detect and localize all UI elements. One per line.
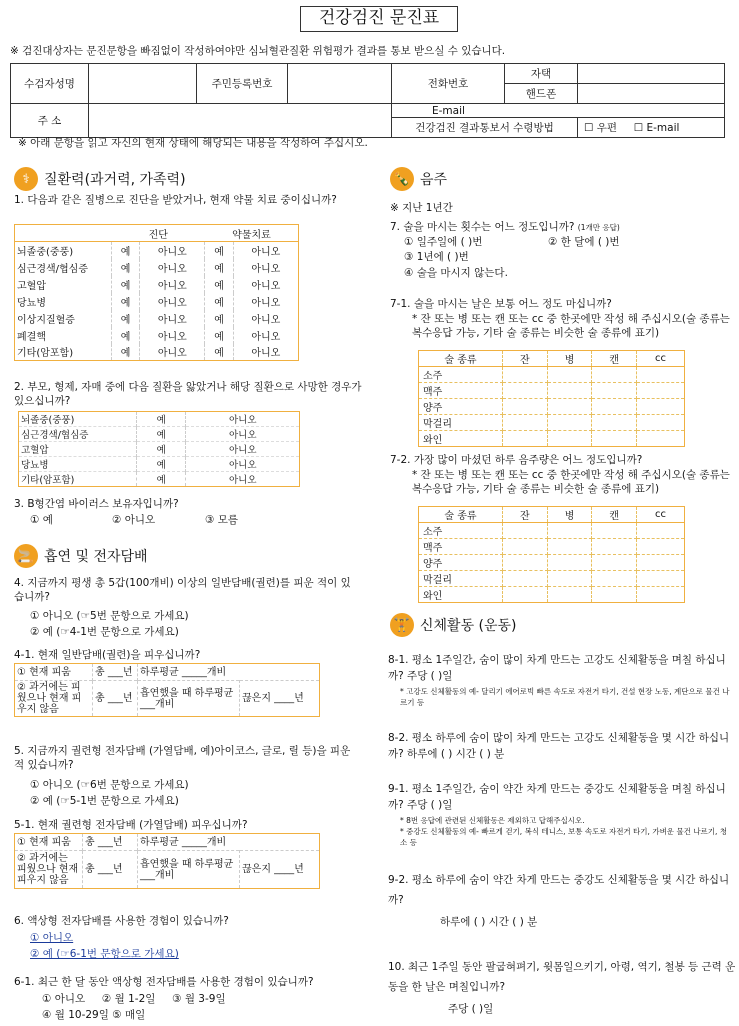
drink-row <box>419 587 685 603</box>
question-8-1: 8-1. 평소 1주일간, 숨이 많이 차게 만드는 고강도 신체활동을 며칠 하십니까? 주당 ( )일 <box>388 654 726 682</box>
method-label: 건강검진 결과통보서 수령방법 <box>392 118 578 138</box>
no-option[interactable]: 아니오 <box>140 327 205 344</box>
yes-option[interactable]: 예 <box>112 259 140 276</box>
no-option[interactable]: 아니오 <box>140 259 205 276</box>
drink-row <box>419 571 685 587</box>
drink-col-header: 술 종류 <box>419 507 503 523</box>
q3-opt-1[interactable]: ① 예 <box>30 514 53 526</box>
home-label: 자택 <box>505 64 578 84</box>
yes-option[interactable]: 예 <box>137 442 186 457</box>
no-option[interactable]: 아니오 <box>233 276 298 293</box>
disease-row <box>15 259 299 276</box>
no-option[interactable]: 아니오 <box>186 472 300 487</box>
disease-name: 뇌졸중(중풍) <box>17 246 74 258</box>
no-option[interactable]: 아니오 <box>233 310 298 327</box>
drink-amount-cell[interactable] <box>503 587 548 603</box>
question-6-1: 6-1. 최근 한 달 동안 액상형 전자담배를 사용한 경험이 있습니까? <box>14 976 314 988</box>
smoking-table-1: ① 현재 피움 총 ___년 하루평균 _____개비 ② 과거에는 피웠으나 현재 피우지 않음 총 ___년 흡연했을 때 하루평균 ___개비 끊은지 ____년 <box>14 663 320 717</box>
question-7-2: 7-2. 가장 많이 마셨던 하루 음주량은 어느 정도입니까? <box>390 454 643 466</box>
drink-amount-cell[interactable] <box>503 539 548 555</box>
address-label: 주 소 <box>11 104 89 138</box>
yes-option[interactable]: 예 <box>137 472 186 487</box>
drink-type: 맥주 <box>419 539 503 555</box>
q7-opt-4[interactable]: ④ 술을 마시지 않는다. <box>404 267 508 279</box>
drink-type: 소주 <box>419 367 503 383</box>
drink-amount-cell[interactable] <box>592 555 637 571</box>
drink-amount-cell[interactable] <box>503 367 548 383</box>
yes-option[interactable]: 예 <box>112 276 140 293</box>
drink-col-header: 병 <box>547 507 592 523</box>
no-option[interactable]: 아니오 <box>186 442 300 457</box>
disease-row <box>15 310 299 327</box>
drink-amount-cell[interactable] <box>592 399 637 415</box>
no-option[interactable]: 아니오 <box>233 327 298 344</box>
family-row <box>19 472 300 487</box>
q61-opts-row2[interactable]: ④ 월 10-29일 ⑤ 매일 <box>42 1009 146 1021</box>
drink-row <box>419 399 685 415</box>
drink-col-header: 캔 <box>592 351 637 367</box>
no-option[interactable]: 아니오 <box>233 293 298 310</box>
drink-col-header: 잔 <box>503 507 548 523</box>
rrn-field[interactable] <box>288 64 392 104</box>
q61-opts-row1[interactable]: ① 아니오 ② 월 1-2일 ③ 월 3-9일 <box>42 993 226 1005</box>
yes-option[interactable]: 예 <box>205 310 233 327</box>
family-disease: 고혈압 <box>21 445 49 456</box>
drink-period: ※ 지난 1년간 <box>390 202 453 214</box>
family-disease: 뇌졸중(중풍) <box>21 415 75 426</box>
yes-option[interactable]: 예 <box>112 310 140 327</box>
section-exercise <box>390 613 517 637</box>
drink-row <box>419 415 685 431</box>
yes-option[interactable]: 예 <box>205 327 233 344</box>
q5-opt-2[interactable]: ② 예 (☞5-1번 문항으로 가세요) <box>30 795 179 807</box>
yes-option[interactable]: 예 <box>137 412 186 427</box>
disease-name: 폐결핵 <box>17 331 46 343</box>
question-8-2: 8-2. 평소 하루에 숨이 많이 차게 만드는 고강도 신체활동을 몇 시간 하십니까? 하루에 ( ) 시간 ( ) 분 <box>388 732 730 760</box>
drink-table-2 <box>418 506 685 603</box>
q72-note: * 잔 또는 병 또는 캔 또는 cc 중 한곳에만 작성 해 주십시오(술 종류는 복수응답 가능, 기타 술 종류는 비슷한 술 종류에 표기) <box>412 469 730 495</box>
question-10: 10. 최근 1주일 동안 팔굽혀펴기, 윗몸일으키기, 아령, 역기, 철봉 등 근력 운동을 한 날은 며칠입니까? <box>388 961 736 993</box>
drink-amount-cell[interactable] <box>547 383 592 399</box>
q6-opt-1[interactable]: ① 아니오 <box>30 932 74 944</box>
drink-amount-cell[interactable] <box>592 415 637 431</box>
no-option[interactable]: 아니오 <box>140 344 205 361</box>
no-option[interactable]: 아니오 <box>233 242 298 259</box>
q5-opt-1[interactable]: ① 아니오 (☞6번 문항으로 가세요) <box>30 779 189 791</box>
drink-amount-cell[interactable] <box>547 539 592 555</box>
drink-type: 양주 <box>419 555 503 571</box>
drink-amount-cell[interactable] <box>592 571 637 587</box>
q4-opt-2[interactable]: ② 예 (☞4-1번 문항으로 가세요) <box>30 626 179 638</box>
instruction: ※ 아래 문항을 읽고 자신의 현재 상태에 해당되는 내용을 작성하여 주십시오. <box>18 137 368 149</box>
no-option[interactable]: 아니오 <box>233 344 298 361</box>
section-title: 신체활동 (운동) <box>420 618 517 634</box>
email-label: E-mail <box>392 104 725 118</box>
drink-amount-cell[interactable] <box>637 415 685 431</box>
stethoscope-icon: ⚕ <box>14 167 38 191</box>
notice: ※ 검진대상자는 문진문항을 빠짐없이 작성하여야만 심뇌혈관질환 위험평가 결과를 통보 받으실 수 있습니다. <box>10 45 506 57</box>
question-4-1: 4-1. 현재 일반담배(궐련)을 피우십니까? <box>14 649 201 661</box>
drink-amount-cell[interactable] <box>637 399 685 415</box>
drink-type: 양주 <box>419 399 503 415</box>
drink-amount-cell[interactable] <box>547 367 592 383</box>
dumbbell-icon: 🏋 <box>390 613 414 637</box>
drink-col-header: 잔 <box>503 351 548 367</box>
page-title: 건강검진 문진표 <box>300 6 458 32</box>
disease-name: 심근경색/협심증 <box>17 263 88 275</box>
family-row <box>19 412 300 427</box>
q71-note: * 잔 또는 병 또는 캔 또는 cc 중 한곳에만 작성 해 주십시오(술 종류는 복수응답 가능, 기타 술 종류는 비슷한 술 종류에 표기) <box>412 313 730 339</box>
q4-opt-1[interactable]: ① 아니오 (☞5번 문항으로 가세요) <box>30 610 189 622</box>
section-title: 음주 <box>420 172 448 188</box>
family-row <box>19 442 300 457</box>
drink-row <box>419 555 685 571</box>
drink-header <box>419 507 685 523</box>
q7-opt-2[interactable]: ② 한 달에 ( )번 <box>548 236 620 248</box>
disease-name: 이상지질혈증 <box>17 314 75 326</box>
family-row <box>19 457 300 472</box>
drink-col-header: 병 <box>547 351 592 367</box>
question-2: 2. 부모, 형제, 자매 중에 다음 질환을 앓았거나 해당 질환으로 사망한 경우가 있으십니까? <box>14 381 362 407</box>
drink-amount-cell[interactable] <box>637 367 685 383</box>
drink-amount-cell[interactable] <box>592 587 637 603</box>
cigarette-icon: 🚬 <box>14 544 38 568</box>
no-option[interactable]: 아니오 <box>233 259 298 276</box>
section-title: 흡연 및 전자담배 <box>44 549 148 565</box>
q92-answer[interactable]: 하루에 ( ) 시간 ( ) 분 <box>440 916 538 928</box>
drink-amount-cell[interactable] <box>637 523 685 539</box>
drink-amount-cell[interactable] <box>547 587 592 603</box>
no-option[interactable]: 아니오 <box>186 412 300 427</box>
family-disease: 당뇨병 <box>21 460 49 471</box>
yes-option[interactable]: 예 <box>112 327 140 344</box>
drink-col-header: cc <box>637 351 685 367</box>
email-option[interactable]: ☐ E-mail <box>633 122 680 134</box>
drink-amount-cell[interactable] <box>592 367 637 383</box>
drink-amount-cell[interactable] <box>637 539 685 555</box>
question-5: 5. 지금까지 궐련형 전자담배 (가열담배, 예)아이코스, 글로, 릴 등)을 피운적 있습니까? <box>14 745 351 771</box>
yes-option[interactable]: 예 <box>112 293 140 310</box>
yes-option[interactable]: 예 <box>205 344 233 361</box>
yes-option[interactable]: 예 <box>137 427 186 442</box>
question-9-2: 9-2. 평소 하루에 숨이 약간 차게 만드는 중강도 신체활동을 몇 시간 하십니까? <box>388 874 730 906</box>
drink-type: 막걸리 <box>419 415 503 431</box>
q81-note: * 고강도 신체활동의 예- 달리기 에어로빅 빠른 속도로 자전거 타기, 건설 현장 노동, 계단으로 물건 나르기 등 <box>400 687 730 707</box>
disease-row <box>15 242 299 259</box>
drink-row <box>419 383 685 399</box>
no-option[interactable]: 아니오 <box>140 242 205 259</box>
q10-answer[interactable]: 주당 ( )일 <box>448 1003 494 1015</box>
section-drinking <box>390 167 447 191</box>
method-options[interactable] <box>578 118 725 138</box>
home-phone-field[interactable] <box>578 64 725 84</box>
mobile-field[interactable] <box>578 84 725 104</box>
drink-amount-cell[interactable] <box>592 383 637 399</box>
disease-row <box>15 344 299 361</box>
yes-option[interactable]: 예 <box>112 242 140 259</box>
drink-amount-cell[interactable] <box>637 587 685 603</box>
drink-col-header: 술 종류 <box>419 351 503 367</box>
drink-amount-cell[interactable] <box>547 555 592 571</box>
question-3: 3. B형간염 바이러스 보유자입니까? <box>14 498 179 510</box>
phone-label: 전화번호 <box>392 64 505 104</box>
drink-amount-cell[interactable] <box>637 555 685 571</box>
disease-row <box>15 327 299 344</box>
drink-type: 와인 <box>419 431 503 447</box>
question-6: 6. 액상형 전자담배를 사용한 경험이 있습니까? <box>14 915 229 927</box>
disease-table: 진단 약물치료 뇌졸중(중풍) 예 아니오 예 아니오 심근경색/협심증 예 아니오 예 아니오 고혈압 예 아니오 예 아니오 당뇨병 예 아니오 예 아니오 이상지질혈증 예 아니오 예 아니오 폐결핵 예 아니오 예 아니오 기타(암포함) 예 아니오 예 아니오 <box>14 224 299 361</box>
drink-amount-cell[interactable] <box>547 399 592 415</box>
drink-header <box>419 351 685 367</box>
disease-name: 당뇨병 <box>17 297 46 309</box>
smoking-table-2: ① 현재 피움 총 ___년 하루평균 _____개비 ② 과거에는 피웠으나 현재 피우지 않음 총 ___년 흡연했을 때 하루평균 ___개비 끊은지 ____년 <box>14 833 320 889</box>
drink-amount-cell[interactable] <box>547 431 592 447</box>
no-option[interactable]: 아니오 <box>140 293 205 310</box>
section-smoking <box>14 544 148 568</box>
no-option[interactable]: 아니오 <box>140 276 205 293</box>
drink-amount-cell[interactable] <box>592 431 637 447</box>
bottle-icon: 🍾 <box>390 167 414 191</box>
drink-amount-cell[interactable] <box>503 571 548 587</box>
question-7: 7. 술을 마시는 횟수는 어느 정도입니까? (1개만 응답) <box>390 221 620 233</box>
drink-row <box>419 367 685 383</box>
no-option[interactable]: 아니오 <box>186 457 300 472</box>
yes-option[interactable]: 예 <box>205 259 233 276</box>
drink-amount-cell[interactable] <box>503 555 548 571</box>
drink-amount-cell[interactable] <box>503 399 548 415</box>
drink-amount-cell[interactable] <box>503 415 548 431</box>
disease-name: 기타(암포함) <box>17 348 74 360</box>
q7-opt-1[interactable]: ① 일주일에 ( )번 <box>404 236 483 248</box>
drink-row <box>419 539 685 555</box>
drink-row <box>419 523 685 539</box>
drink-amount-cell[interactable] <box>547 571 592 587</box>
drink-amount-cell[interactable] <box>637 383 685 399</box>
question-4: 4. 지금까지 평생 총 5갑(100개비) 이상의 일반담배(궐련)를 피운 적이 있습니까? <box>14 577 351 603</box>
disease-row <box>15 293 299 310</box>
question-1: 1. 다음과 같은 질병으로 진단을 받았거나, 현재 약물 치료 중이십니까? <box>14 194 337 206</box>
yes-option[interactable]: 예 <box>137 457 186 472</box>
drink-row <box>419 431 685 447</box>
mobile-label: 핸드폰 <box>505 84 578 104</box>
q3-opt-2[interactable]: ② 아니오 <box>112 514 156 526</box>
no-option[interactable]: 아니오 <box>140 310 205 327</box>
q3-opt-3[interactable]: ③ 모름 <box>205 514 239 526</box>
drink-amount-cell[interactable] <box>637 431 685 447</box>
drink-amount-cell[interactable] <box>547 523 592 539</box>
yes-option[interactable]: 예 <box>112 344 140 361</box>
yes-option[interactable]: 예 <box>205 242 233 259</box>
personal-info-table <box>10 63 725 138</box>
drink-table-1 <box>418 350 685 447</box>
q91-note-1: * 8번 응답에 관련된 신체활동은 제외하고 답해주십시오. <box>400 816 585 825</box>
drink-amount-cell[interactable] <box>503 383 548 399</box>
family-disease: 기타(암포함) <box>21 475 75 486</box>
drink-col-header: 캔 <box>592 507 637 523</box>
family-table <box>18 411 300 487</box>
yes-option[interactable]: 예 <box>205 293 233 310</box>
drink-amount-cell[interactable] <box>592 523 637 539</box>
drink-amount-cell[interactable] <box>503 523 548 539</box>
drink-amount-cell[interactable] <box>637 571 685 587</box>
question-9-1: 9-1. 평소 1주일간, 숨이 약간 차게 만드는 중강도 신체활동을 며칠 하십니까? 주당 ( )일 <box>388 783 726 811</box>
name-field[interactable] <box>89 64 197 104</box>
drink-amount-cell[interactable] <box>503 431 548 447</box>
drink-amount-cell[interactable] <box>592 539 637 555</box>
family-row <box>19 427 300 442</box>
drink-amount-cell[interactable] <box>547 415 592 431</box>
mail-option[interactable]: ☐ 우편 <box>584 122 618 134</box>
drink-col-header: cc <box>637 507 685 523</box>
family-disease: 심근경색/협심증 <box>21 430 89 441</box>
q6-opt-2[interactable]: ② 예 (☞6-1번 문항으로 가세요) <box>30 948 179 960</box>
section-title: 질환력(과거력, 가족력) <box>44 172 186 188</box>
disease-name: 고혈압 <box>17 280 46 292</box>
rrn-label: 주민등록번호 <box>197 64 288 104</box>
question-7-1: 7-1. 술을 마시는 날은 보통 어느 정도 마십니까? <box>390 298 612 310</box>
name-label: 수검자성명 <box>11 64 89 104</box>
drink-type: 맥주 <box>419 383 503 399</box>
question-5-1: 5-1. 현재 궐련형 전자담배 (가열담배) 피우십니까? <box>14 819 248 831</box>
drink-type: 막걸리 <box>419 571 503 587</box>
yes-option[interactable]: 예 <box>205 276 233 293</box>
address-field[interactable] <box>89 104 392 138</box>
drink-type: 소주 <box>419 523 503 539</box>
section-disease-history <box>14 167 186 191</box>
drink-type: 와인 <box>419 587 503 603</box>
disease-row <box>15 276 299 293</box>
q7-opt-3[interactable]: ③ 1년에 ( )번 <box>404 251 469 263</box>
q91-note-2: * 중강도 신체활동의 예- 빠르게 걷기, 복식 테니스, 보통 속도로 자전거 타기, 가벼운 물건 나르기, 청소 등 <box>400 827 728 847</box>
no-option[interactable]: 아니오 <box>186 427 300 442</box>
